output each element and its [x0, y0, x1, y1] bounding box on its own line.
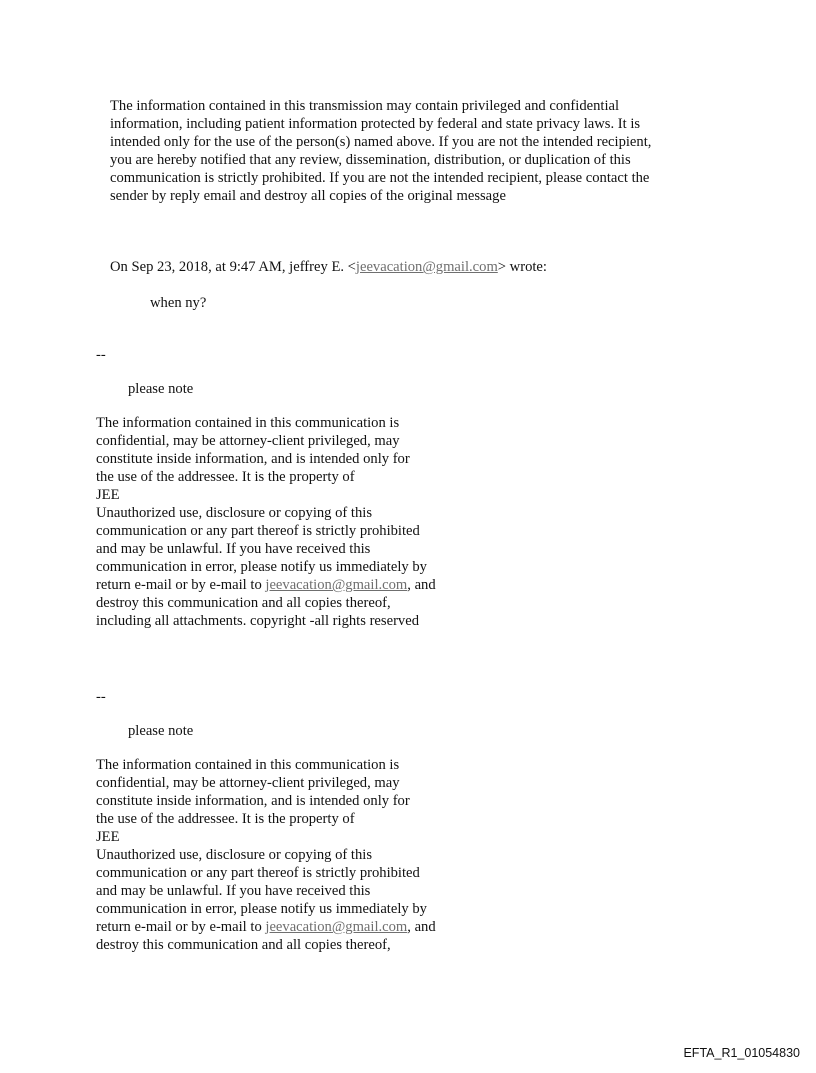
disclaimer-line: you are hereby notified that any review, dissemination, distribution, or duplication of this: [110, 152, 631, 168]
signature-line: the use of the addressee. It is the property of: [96, 469, 355, 485]
signature-email-line: [96, 576, 436, 594]
email-line-suffix: , and: [407, 919, 436, 935]
email-line-suffix: , and: [407, 577, 436, 593]
signature-line: communication in error, please notify us immediately by: [96, 559, 427, 575]
signature-line: including all attachments. copyright -all rights reserved: [96, 613, 419, 629]
quoted-message: when ny?: [150, 295, 207, 311]
signature-email-link[interactable]: jeevacation@gmail.com: [265, 577, 408, 593]
signature-separator: --: [96, 689, 106, 705]
disclaimer-line: sender by reply email and destroy all copies of the original message: [110, 188, 506, 204]
signature-line: constitute inside information, and is intended only for: [96, 793, 410, 809]
document-id: EFTA_R1_01054830: [683, 1046, 800, 1060]
signature-line: destroy this communication and all copies thereof,: [96, 595, 391, 611]
disclaimer-line: The information contained in this transmission may contain privileged and confidential: [110, 98, 620, 114]
signature-line: Unauthorized use, disclosure or copying of this: [96, 505, 373, 521]
confidentiality-disclaimer: [110, 97, 651, 205]
signature-line: JEE: [96, 829, 120, 845]
signature-line: communication in error, please notify us immediately by: [96, 901, 427, 917]
email-line-prefix: return e-mail or by e-mail to: [96, 577, 266, 593]
signature-line: The information contained in this communication is: [96, 415, 400, 431]
signature-line: communication or any part thereof is strictly prohibited: [96, 523, 420, 539]
signature-line: JEE: [96, 487, 120, 503]
signature-body: [96, 756, 436, 954]
signature-line: and may be unlawful. If you have received this: [96, 541, 371, 557]
quote-header: [110, 258, 547, 276]
signature-line: and may be unlawful. If you have received this: [96, 883, 371, 899]
disclaimer-line: information, including patient information protected by federal and state privacy laws. It is: [110, 116, 641, 132]
signature-note: please note: [128, 723, 194, 739]
signature-separator: --: [96, 347, 106, 363]
signature-email-line: [96, 918, 436, 936]
quote-header-prefix: On Sep 23, 2018, at 9:47 AM, jeffrey E. <: [110, 259, 356, 275]
signature-line: destroy this communication and all copies thereof,: [96, 937, 391, 953]
signature-body: [96, 414, 436, 630]
signature-line: confidential, may be attorney-client privileged, may: [96, 433, 400, 449]
sender-email-link[interactable]: jeevacation@gmail.com: [355, 259, 498, 275]
email-line-prefix: return e-mail or by e-mail to: [96, 919, 266, 935]
signature-line: communication or any part thereof is strictly prohibited: [96, 865, 420, 881]
signature-line: The information contained in this communication is: [96, 757, 400, 773]
disclaimer-line: communication is strictly prohibited. If you are not the intended recipient, please contact the: [110, 170, 650, 186]
signature-line: the use of the addressee. It is the property of: [96, 811, 355, 827]
signature-line: Unauthorized use, disclosure or copying of this: [96, 847, 373, 863]
disclaimer-line: intended only for the use of the person(s) named above. If you are not the intended recipient,: [110, 134, 652, 150]
signature-line: confidential, may be attorney-client privileged, may: [96, 775, 400, 791]
signature-email-link[interactable]: jeevacation@gmail.com: [265, 919, 408, 935]
signature-note: please note: [128, 381, 194, 397]
quote-header-suffix: > wrote:: [497, 259, 547, 275]
signature-line: constitute inside information, and is intended only for: [96, 451, 410, 467]
